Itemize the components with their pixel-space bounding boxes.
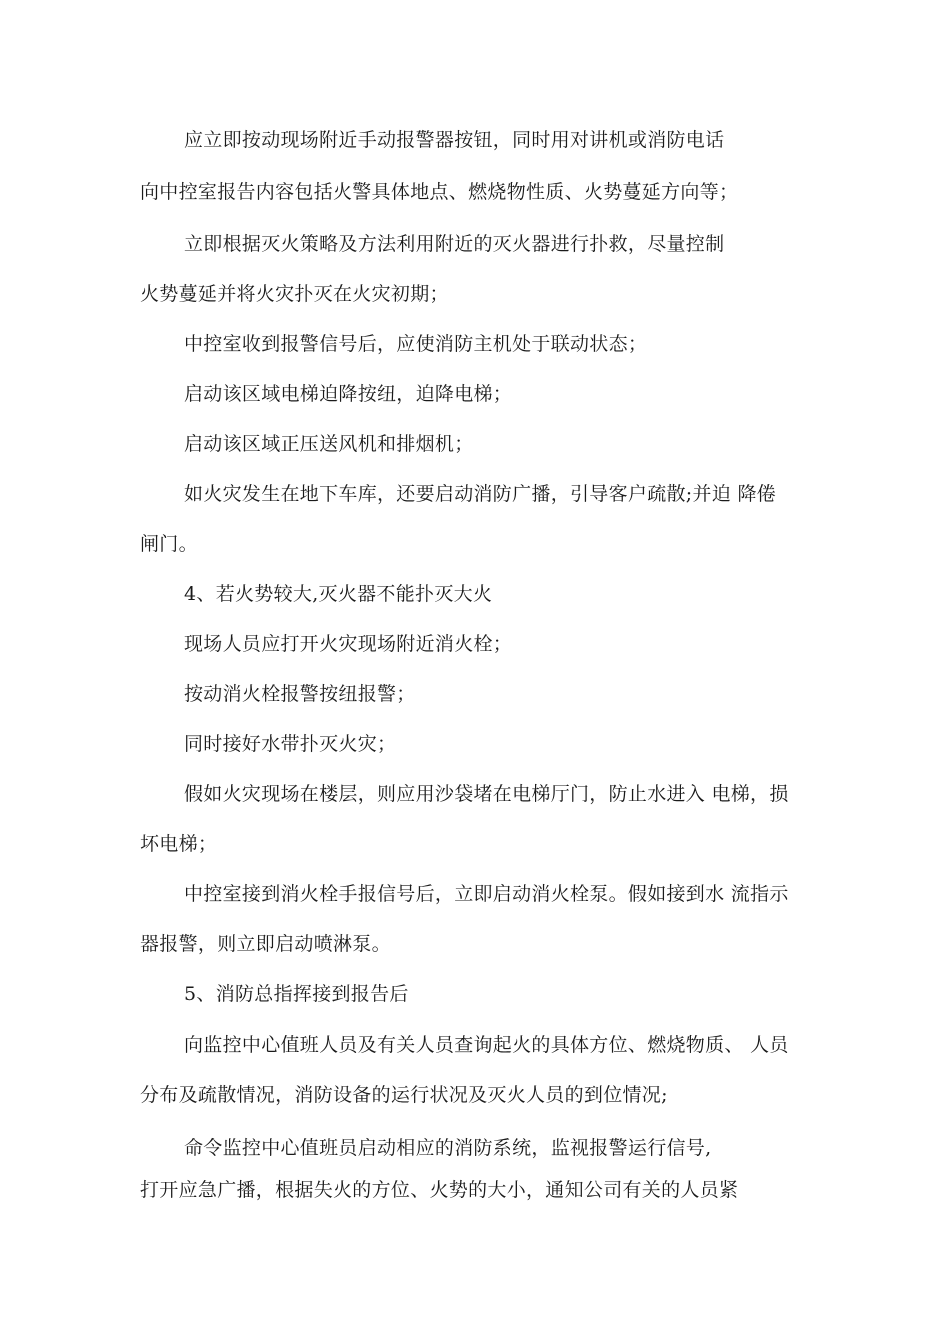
paragraph-line: 闸门。 [140, 533, 198, 555]
paragraph-line: 假如火灾现场在楼层，则应用沙袋堵在电梯厅门，防止水进入 电梯，损 [184, 783, 789, 805]
paragraph-line: 启动该区域电梯迫降按纽，迫降电梯； [184, 383, 513, 405]
paragraph-line: 按动消火栓报警按纽报警； [184, 683, 416, 705]
paragraph-line: 同时接好水带扑灭火灾； [184, 733, 397, 755]
paragraph-line: 中控室收到报警信号后，应使消防主机处于联动状态； [184, 333, 648, 355]
paragraph-line: 打开应急广播，根据失火的方位、火势的大小，通知公司有关的人员紧 [140, 1179, 739, 1201]
paragraph-line: 坏电梯； [140, 833, 218, 855]
paragraph-line: 火势蔓延并将火灾扑灭在火灾初期； [140, 283, 449, 305]
section-heading: 4、若火势较大,灭火器不能扑灭大火 [184, 583, 493, 605]
paragraph-line: 应立即按动现场附近手动报警器按钮，同时用对讲机或消防电话 [184, 129, 725, 151]
paragraph-line: 向监控中心值班人员及有关人员查询起火的具体方位、燃烧物质、 人员 [184, 1034, 789, 1056]
paragraph-line: 器报警，则立即启动喷淋泵。 [140, 933, 391, 955]
paragraph-line: 立即根据灭火策略及方法利用附近的灭火器进行扑救，尽量控制 [184, 233, 725, 255]
paragraph-line: 分布及疏散情况，消防设备的运行状况及灭火人员的到位情况; [140, 1084, 668, 1106]
paragraph-line: 现场人员应打开火灾现场附近消火栓； [184, 633, 513, 655]
paragraph-line: 如火灾发生在地下车库，还要启动消防广播，引导客户疏散;并迫 降倦 [184, 483, 777, 505]
paragraph-line: 中控室接到消火栓手报信号后，立即启动消火栓泵。假如接到水 流指示 [184, 883, 789, 905]
paragraph-line: 启动该区域正压送风机和排烟机； [184, 433, 474, 455]
paragraph-line: 向中控室报告内容包括火警具体地点、燃烧物性质、火势蔓延方向等； [140, 181, 739, 203]
paragraph-line: 命令监控中心值班员启动相应的消防系统，监视报警运行信号, [184, 1137, 712, 1159]
section-heading: 5、消防总指挥接到报告后 [184, 983, 409, 1005]
